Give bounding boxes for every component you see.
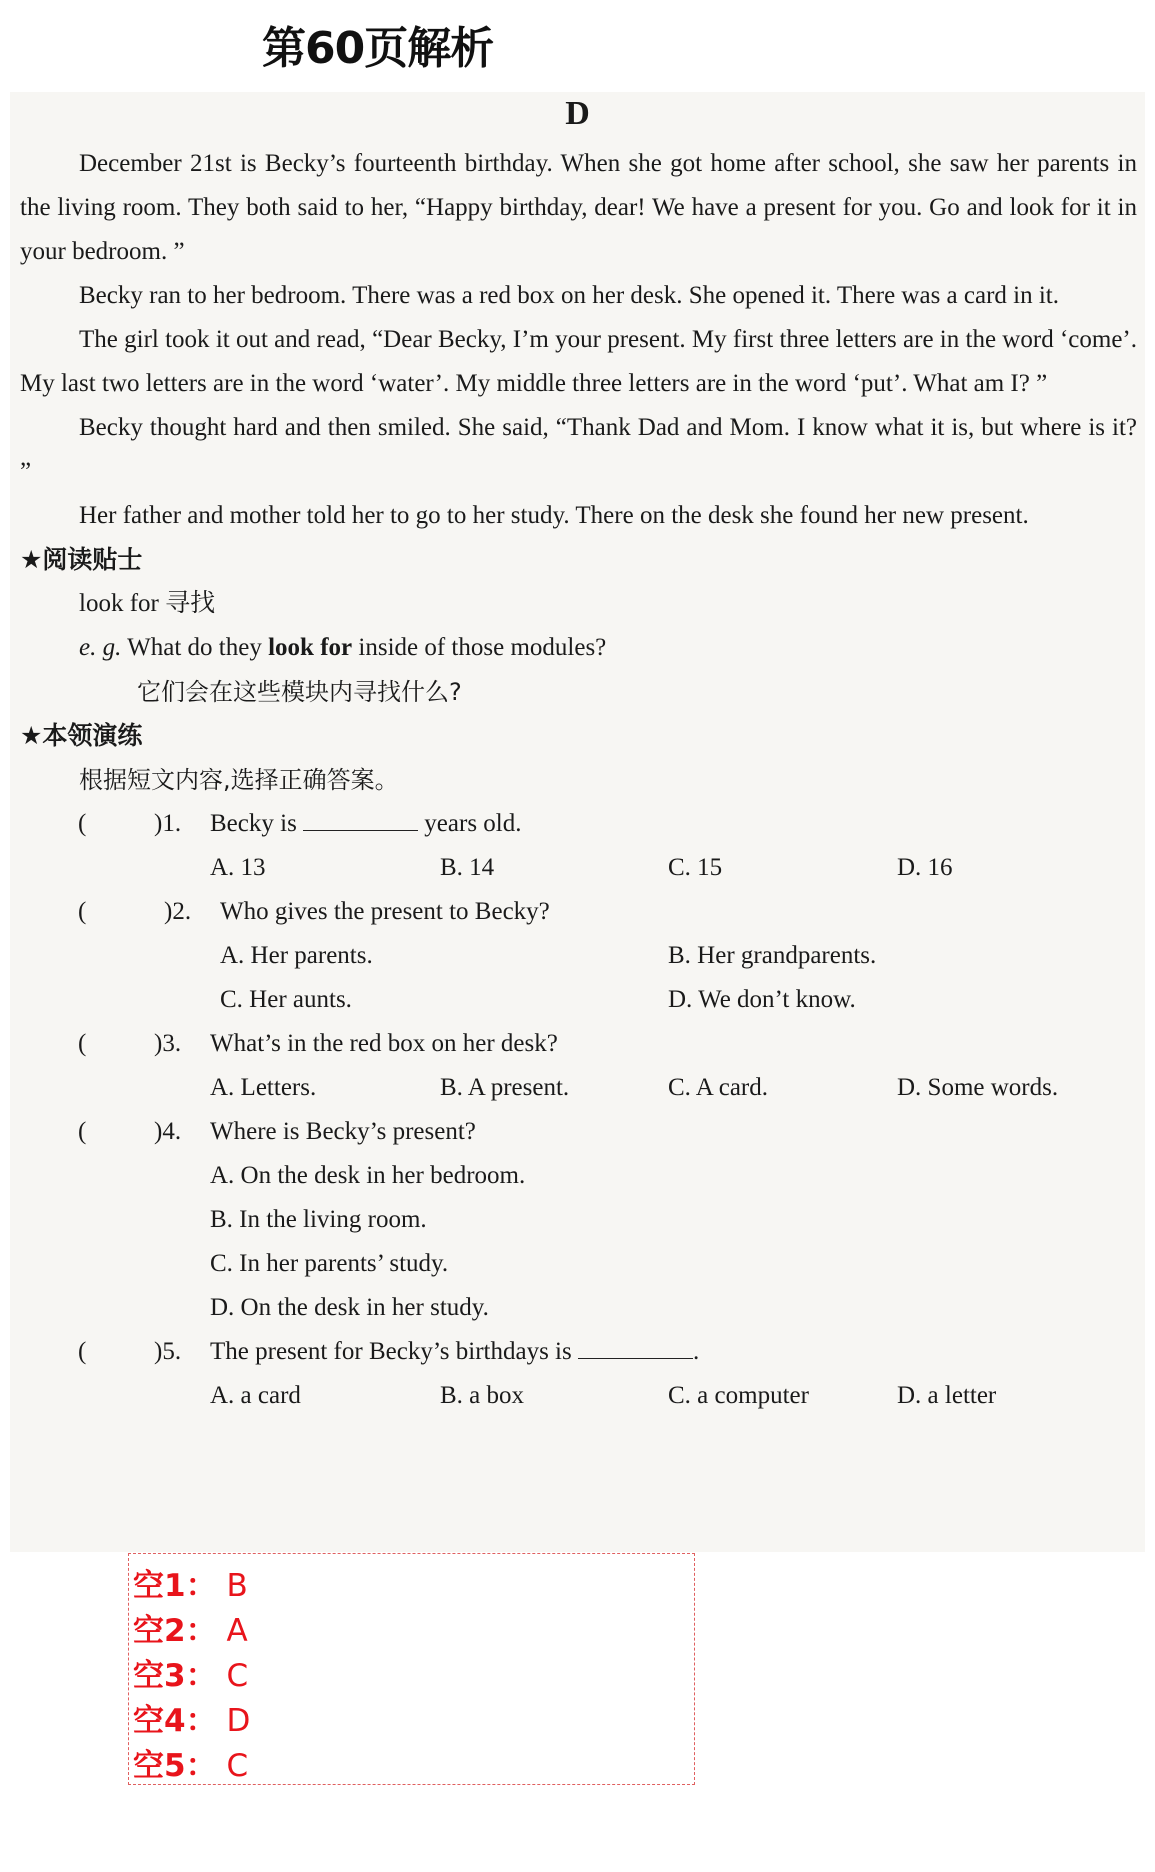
question-3-options xyxy=(10,1066,1145,1110)
question-stem: Where is Becky’s present? xyxy=(210,1118,476,1145)
practice-heading: ★本领演练 xyxy=(20,721,143,750)
question-4 xyxy=(10,1110,1145,1154)
passage-paragraph-1: December 21st is Becky’s fourteenth birthday. When she got home after school, she saw her parents in the living room. They both said to her, “Happy birthday, dear! We have a present for you. Go and look for it in your bedroom. ” xyxy=(20,150,1137,265)
question-number: )3. xyxy=(154,1030,182,1057)
question-2-options-row-1 xyxy=(10,934,1145,978)
option-d: D. On the desk in her study. xyxy=(210,1294,489,1321)
question-4-option-a xyxy=(10,1154,1145,1198)
page-title: 第60页解析 xyxy=(262,23,494,74)
question-5 xyxy=(10,1330,1145,1374)
option-a: A. a card xyxy=(210,1382,301,1409)
option-b: B. A present. xyxy=(440,1074,570,1101)
example-text-before: What do they xyxy=(127,634,262,661)
answer-4 xyxy=(133,1695,250,1740)
stem-before: The present for Becky’s birthdays is xyxy=(210,1338,572,1365)
option-a: A. Her parents. xyxy=(220,942,373,969)
passage-paragraph-2: Becky ran to her bedroom. There was a red box on her desk. She opened it. There was a card in it. xyxy=(79,282,1060,309)
option-c: C. In her parents’ study. xyxy=(210,1250,449,1277)
question-4-option-c xyxy=(10,1242,1145,1286)
option-a: A. On the desk in her bedroom. xyxy=(210,1162,526,1189)
option-c: C. Her aunts. xyxy=(220,986,352,1013)
answer-paren: ( xyxy=(78,810,87,837)
option-b: B. a box xyxy=(440,1382,525,1409)
option-c: C. A card. xyxy=(668,1074,768,1101)
answer-blank xyxy=(303,808,418,831)
answer-label: 空5： xyxy=(133,1748,217,1784)
option-c: C. a computer xyxy=(668,1382,809,1409)
passage-paragraph-4: Becky thought hard and then smiled. She said, “Thank Dad and Mom. I know what it is, but where is it? ” xyxy=(20,414,1137,485)
example-text-bold: look for xyxy=(268,634,353,661)
answer-paren: ( xyxy=(78,898,87,925)
question-number: )1. xyxy=(154,810,182,837)
tip-translation: 它们会在这些模块内寻找什么? xyxy=(137,678,462,706)
answer-value: D xyxy=(226,1703,251,1739)
stem-after: . xyxy=(692,1338,700,1365)
question-number: )2. xyxy=(164,898,192,925)
option-d: D. 16 xyxy=(897,854,953,881)
tip-example xyxy=(10,626,1145,670)
answer-5 xyxy=(133,1740,248,1785)
question-1 xyxy=(10,802,1145,846)
question-3 xyxy=(10,1022,1145,1066)
question-4-option-b xyxy=(10,1198,1145,1242)
answer-label: 空2： xyxy=(133,1613,217,1649)
answer-label: 空4： xyxy=(133,1703,217,1739)
option-a: A. 13 xyxy=(210,854,266,881)
option-b: B. In the living room. xyxy=(210,1206,427,1233)
question-stem: What’s in the red box on her desk? xyxy=(210,1030,558,1057)
question-2-options-row-2 xyxy=(10,978,1145,1022)
question-number: )5. xyxy=(154,1338,182,1365)
answer-value: A xyxy=(226,1613,248,1649)
option-b: B. Her grandparents. xyxy=(668,942,877,969)
question-stem xyxy=(210,802,522,846)
passage-paragraph-5: Her father and mother told her to go to her study. There on the desk she found her new present. xyxy=(79,502,1029,529)
reading-tips-heading: ★阅读贴士 xyxy=(20,545,143,574)
answer-value: B xyxy=(226,1568,248,1604)
option-d: D. We don’t know. xyxy=(668,986,856,1013)
question-5-options xyxy=(10,1374,1145,1418)
stem-after: years old. xyxy=(424,810,522,837)
option-d: D. a letter xyxy=(897,1382,997,1409)
answer-paren: ( xyxy=(78,1118,87,1145)
question-stem: Who gives the present to Becky? xyxy=(220,898,550,925)
answer-value: C xyxy=(226,1658,249,1694)
answer-label: 空1： xyxy=(133,1568,217,1604)
question-stem xyxy=(210,1330,699,1374)
answer-key-box xyxy=(128,1553,695,1785)
option-b: B. 14 xyxy=(440,854,495,881)
passage-paragraph-3: The girl took it out and read, “Dear Becky, I’m your present. My first three letters are in the word ‘come’. My last two letters are in the word ‘water’. My middle three letters are in the word ‘put’. What am I? ” xyxy=(20,326,1137,397)
answer-paren: ( xyxy=(78,1030,87,1057)
option-a: A. Letters. xyxy=(210,1074,317,1101)
section-letter: D xyxy=(565,95,590,132)
answer-value: C xyxy=(226,1748,249,1784)
question-2 xyxy=(10,890,1145,934)
scanned-page xyxy=(10,92,1145,1552)
question-number: )4. xyxy=(154,1118,182,1145)
answer-paren: ( xyxy=(78,1338,87,1365)
answer-3 xyxy=(133,1650,248,1695)
stem-before: Becky is xyxy=(210,810,297,837)
answer-label: 空3： xyxy=(133,1658,217,1694)
option-c: C. 15 xyxy=(668,854,723,881)
answer-blank xyxy=(578,1336,693,1359)
example-prefix: e. g. xyxy=(79,634,122,661)
option-d: D. Some words. xyxy=(897,1074,1059,1101)
practice-instruction: 根据短文内容,选择正确答案。 xyxy=(79,766,399,794)
question-1-options xyxy=(10,846,1145,890)
tip-phrase: look for 寻找 xyxy=(79,590,216,617)
document-body xyxy=(10,92,1145,1418)
answer-1 xyxy=(133,1560,248,1605)
question-4-option-d xyxy=(10,1286,1145,1330)
example-text-after: inside of those modules? xyxy=(358,634,607,661)
answer-2 xyxy=(133,1605,248,1650)
